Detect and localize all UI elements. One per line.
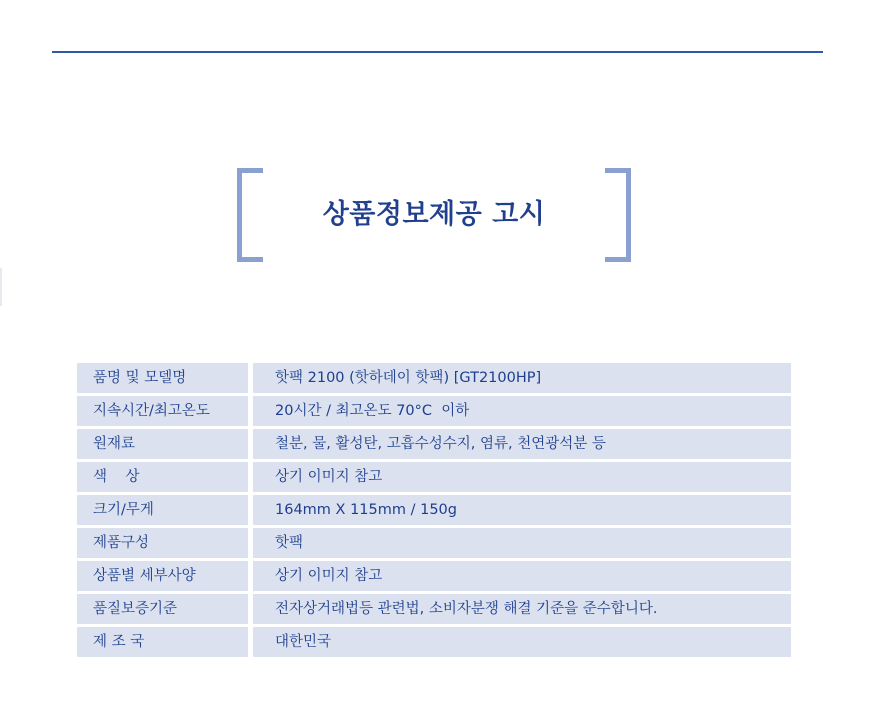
row-value: 전자상거래법등 관련법, 소비자분쟁 해결 기준을 준수합니다. [253,594,791,624]
table-row [77,495,791,525]
row-value: 핫팩 2100 (핫하데이 핫팩) [GT2100HP] [253,363,791,393]
table-row [77,627,791,657]
table-row [77,594,791,624]
row-label: 품질보증기준 [77,594,248,624]
row-label: 품명 및 모델명 [77,363,248,393]
table-row [77,462,791,492]
table-row [77,429,791,459]
left-bracket [237,168,263,262]
row-value: 상기 이미지 참고 [253,561,791,591]
row-value: 핫팩 [253,528,791,558]
table-row [77,561,791,591]
row-label: 원재료 [77,429,248,459]
row-label: 크기/무게 [77,495,248,525]
row-label: 지속시간/최고온도 [77,396,248,426]
row-label: 색 상 [77,462,248,492]
row-value: 20시간 / 최고온도 70°C 이하 [253,396,791,426]
table-row [77,528,791,558]
row-value: 164mm X 115mm / 150g [253,495,791,525]
row-label: 제 조 국 [77,627,248,657]
left-edge-mark [0,268,2,306]
table-row [77,396,791,426]
row-label: 상품별 세부사양 [77,561,248,591]
product-info-table [77,363,791,660]
row-value: 철분, 물, 활성탄, 고흡수성수지, 염류, 천연광석분 등 [253,429,791,459]
row-value: 상기 이미지 참고 [253,462,791,492]
right-bracket [605,168,631,262]
row-value: 대한민국 [253,627,791,657]
table-row [77,363,791,393]
top-divider [52,51,823,53]
row-label: 제품구성 [77,528,248,558]
page-title: 상품정보제공 고시 [322,199,546,230]
